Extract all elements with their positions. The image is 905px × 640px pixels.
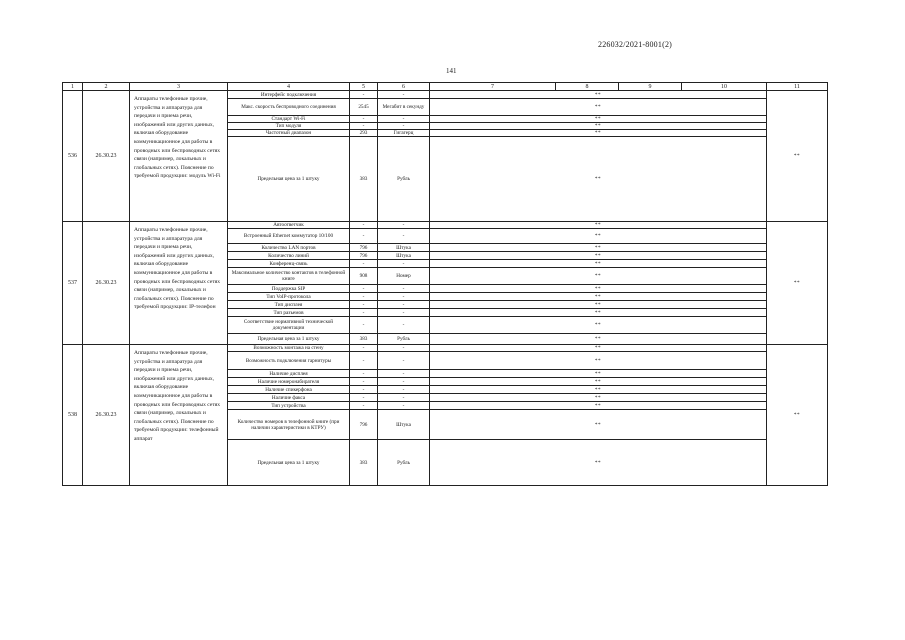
feature-value-cell: **	[430, 137, 767, 222]
feature-value-cell: **	[430, 222, 767, 229]
table-row	[63, 222, 828, 229]
feature-value-cell: **	[430, 116, 767, 123]
feature-cell: Тип дисплея	[228, 301, 350, 309]
document-number: 226032/2021-8001(2)	[598, 40, 673, 49]
unit-name-cell: -	[378, 229, 430, 244]
feature-cell: Количество номеров в телефонной книге (при наличии характеристики в КТРУ)	[228, 410, 350, 440]
unit-code-cell: 796	[350, 410, 378, 440]
feature-value-cell: **	[430, 317, 767, 334]
unit-name-cell: -	[378, 116, 430, 123]
feature-value-cell: **	[430, 440, 767, 486]
unit-name-cell: Штука	[378, 410, 430, 440]
unit-code-cell: -	[350, 345, 378, 352]
unit-code-cell: 293	[350, 130, 378, 137]
row-number-cell: 537	[63, 222, 83, 345]
row-number-cell: 538	[63, 345, 83, 486]
product-name-cell: Аппараты телефонные прочие, устройства и аппаратура для передачи и приема речи, изображений или других данных, включая оборудование коммуникационное для работы в проводных или беспроводных сетях связи (например, локальных и глобальных сетях). Пояснение по требуемой продукции: телефонный аппарат	[130, 345, 228, 486]
unit-code-cell: -	[350, 229, 378, 244]
unit-name-cell: -	[378, 293, 430, 301]
unit-name-cell: -	[378, 91, 430, 99]
feature-value-cell: **	[430, 410, 767, 440]
feature-cell: Автоответчик	[228, 222, 350, 229]
unit-name-cell: Рубль	[378, 440, 430, 486]
feature-cell: Наличие спикерфона	[228, 386, 350, 394]
feature-value-cell: **	[430, 130, 767, 137]
header-cell: 4	[228, 83, 350, 91]
header-row	[63, 83, 828, 91]
unit-code-cell: -	[350, 91, 378, 99]
feature-cell: Тип разъемов	[228, 309, 350, 317]
unit-name-cell: Рубль	[378, 334, 430, 345]
unit-code-cell: -	[350, 394, 378, 402]
feature-cell: Максимальное количество контактов в телефонной книге	[228, 268, 350, 285]
unit-code-cell: -	[350, 293, 378, 301]
unit-code-cell: 908	[350, 268, 378, 285]
feature-value-cell: **	[430, 352, 767, 370]
feature-cell: Интерфейс подключения	[228, 91, 350, 99]
feature-value-cell: **	[430, 309, 767, 317]
header-cell: 6	[378, 83, 430, 91]
feature-cell: Тип устройства	[228, 402, 350, 410]
unit-code-cell: -	[350, 378, 378, 386]
feature-value-cell: **	[430, 301, 767, 309]
feature-cell: Тип модуля	[228, 123, 350, 130]
feature-cell: Количество линий	[228, 252, 350, 260]
unit-name-cell: -	[378, 309, 430, 317]
unit-name-cell: -	[378, 285, 430, 293]
feature-value-cell: **	[430, 293, 767, 301]
unit-name-cell: -	[378, 370, 430, 378]
feature-cell: Наличие номеронабирателя	[228, 378, 350, 386]
feature-value-cell: **	[430, 402, 767, 410]
feature-value-cell: **	[430, 345, 767, 352]
feature-cell: Предельная цена за 1 штуку	[228, 137, 350, 222]
feature-value-cell: **	[430, 394, 767, 402]
unit-code-cell: -	[350, 116, 378, 123]
feature-cell: Количество LAN портов	[228, 244, 350, 252]
unit-name-cell: -	[378, 394, 430, 402]
feature-cell: Предельная цена за 1 штуку	[228, 334, 350, 345]
unit-code-cell: -	[350, 402, 378, 410]
header-cell: 11	[767, 83, 828, 91]
feature-cell: Возможность подключения гарнитуры	[228, 352, 350, 370]
unit-code-cell: -	[350, 317, 378, 334]
feature-value-cell: **	[430, 386, 767, 394]
feature-cell: Возможность монтажа на стену	[228, 345, 350, 352]
feature-cell: Тип VoIP-протокола	[228, 293, 350, 301]
product-name-cell: Аппараты телефонные прочие, устройства и аппаратура для передачи и приема речи, изображений или других данных, включая оборудование коммуникационное для работы в проводных или беспроводных сетях связи (например, локальных и глобальных сетях). Пояснение по требуемой продукции: модуль Wi-Fi	[130, 91, 228, 222]
unit-name-cell: -	[378, 301, 430, 309]
unit-code-cell: -	[350, 386, 378, 394]
feature-value-cell: **	[430, 268, 767, 285]
column-11-cell: **	[767, 91, 828, 222]
feature-value-cell: **	[430, 378, 767, 386]
column-11-cell: **	[767, 222, 828, 345]
page-number: 141	[446, 67, 457, 75]
feature-cell: Наличие факса	[228, 394, 350, 402]
unit-code-cell: -	[350, 260, 378, 268]
unit-code-cell: -	[350, 309, 378, 317]
feature-cell: Стандарт Wi-Fi	[228, 116, 350, 123]
unit-name-cell: -	[378, 222, 430, 229]
unit-name-cell: -	[378, 123, 430, 130]
feature-value-cell: **	[430, 260, 767, 268]
unit-code-cell: 383	[350, 137, 378, 222]
header-cell: 7	[430, 83, 556, 91]
header-cell: 10	[682, 83, 767, 91]
unit-code-cell: 383	[350, 334, 378, 345]
feature-value-cell: **	[430, 334, 767, 345]
header-cell: 3	[130, 83, 228, 91]
row-number-cell: 536	[63, 91, 83, 222]
unit-code-cell: 383	[350, 440, 378, 486]
feature-value-cell: **	[430, 99, 767, 116]
unit-code-cell: -	[350, 123, 378, 130]
table-row	[63, 91, 828, 99]
feature-value-cell: **	[430, 252, 767, 260]
unit-code-cell: -	[350, 222, 378, 229]
header-cell: 5	[350, 83, 378, 91]
okpd-code-cell: 26.30.23	[83, 345, 130, 486]
feature-cell: Встроенный Ethernet коммутатор 10/100	[228, 229, 350, 244]
product-name-cell: Аппараты телефонные прочие, устройства и аппаратура для передачи и приема речи, изображений или других данных, включая оборудование коммуникационное для работы в проводных или беспроводных сетях связи (например, локальных и глобальных сетях). Пояснение по требуемой продукции: IP-телефон	[130, 222, 228, 345]
unit-name-cell: -	[378, 352, 430, 370]
unit-name-cell: Гигагерц	[378, 130, 430, 137]
unit-name-cell: -	[378, 317, 430, 334]
unit-name-cell: -	[378, 402, 430, 410]
header-cell: 9	[619, 83, 682, 91]
feature-cell: Поддержка SIP	[228, 285, 350, 293]
feature-value-cell: **	[430, 123, 767, 130]
unit-name-cell: -	[378, 386, 430, 394]
unit-name-cell: Рубль	[378, 137, 430, 222]
feature-cell: Наличие дисплея	[228, 370, 350, 378]
feature-cell: Макс. скорость беспроводного соединения	[228, 99, 350, 116]
table-row	[63, 345, 828, 352]
unit-code-cell: -	[350, 352, 378, 370]
header-cell: 1	[63, 83, 83, 91]
feature-value-cell: **	[430, 91, 767, 99]
characteristics-table	[62, 82, 828, 486]
feature-value-cell: **	[430, 285, 767, 293]
unit-code-cell: 796	[350, 244, 378, 252]
feature-cell: Частотный диапазон	[228, 130, 350, 137]
unit-name-cell: Номер	[378, 268, 430, 285]
feature-cell: Конференц-связь	[228, 260, 350, 268]
unit-code-cell: -	[350, 285, 378, 293]
unit-code-cell: 2545	[350, 99, 378, 116]
header-cell: 2	[83, 83, 130, 91]
unit-code-cell: -	[350, 301, 378, 309]
unit-name-cell: -	[378, 260, 430, 268]
okpd-code-cell: 26.30.23	[83, 91, 130, 222]
feature-cell: Предельная цена за 1 штуку	[228, 440, 350, 486]
unit-name-cell: Штука	[378, 252, 430, 260]
column-11-cell: **	[767, 345, 828, 486]
unit-code-cell: -	[350, 370, 378, 378]
feature-value-cell: **	[430, 370, 767, 378]
unit-name-cell: -	[378, 345, 430, 352]
unit-name-cell: -	[378, 378, 430, 386]
okpd-code-cell: 26.30.23	[83, 222, 130, 345]
unit-name-cell: Штука	[378, 244, 430, 252]
unit-code-cell: 796	[350, 252, 378, 260]
feature-value-cell: **	[430, 244, 767, 252]
feature-value-cell: **	[430, 229, 767, 244]
unit-name-cell: Мегабит в секунду	[378, 99, 430, 116]
feature-cell: Соответствие нормативной технической документации	[228, 317, 350, 334]
header-cell: 8	[556, 83, 619, 91]
